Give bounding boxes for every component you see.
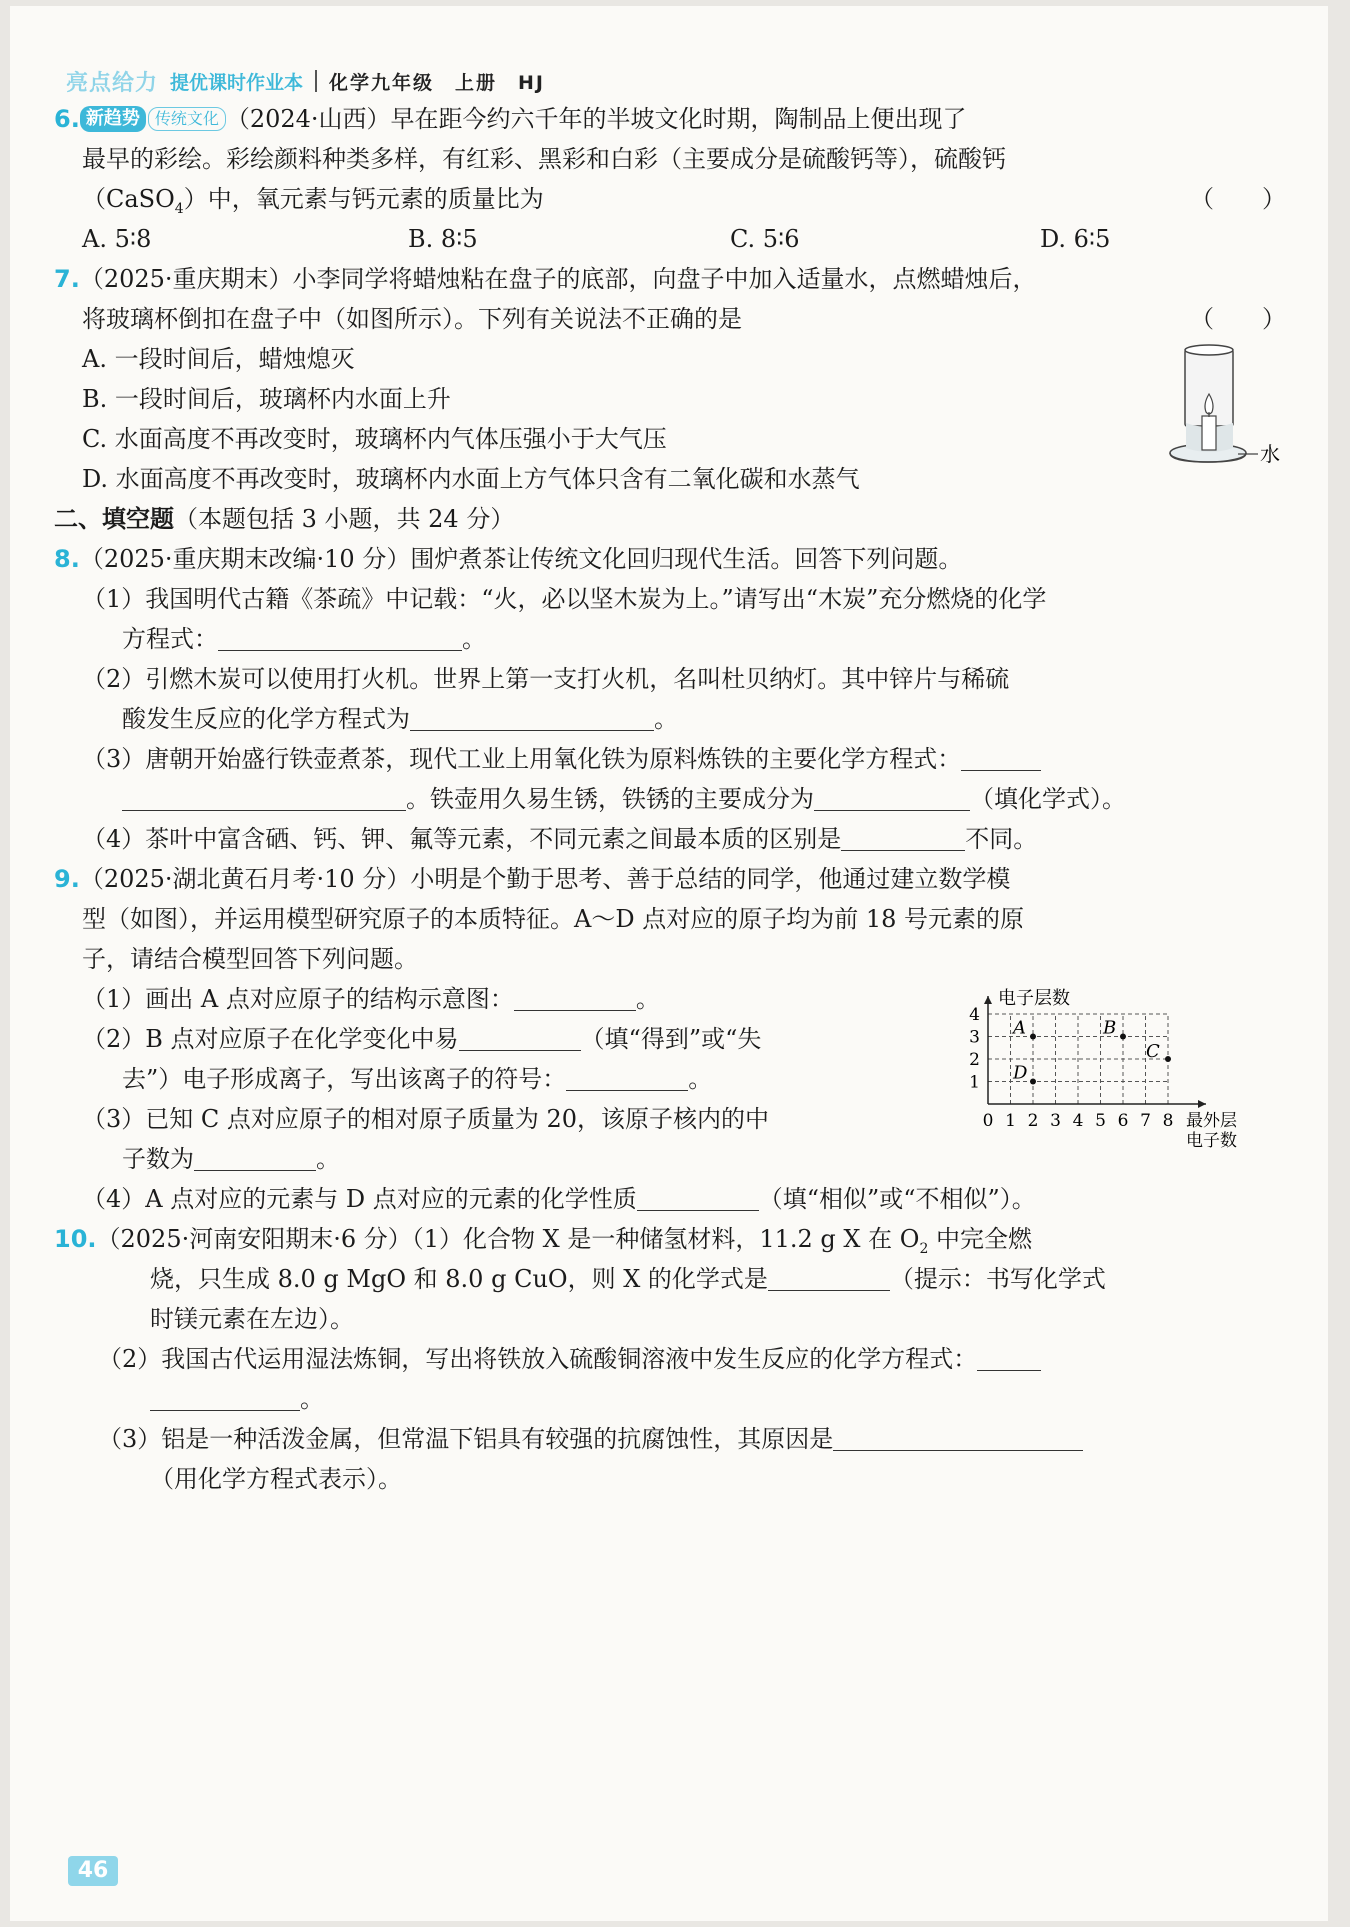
q10-number: 10. [54, 1225, 97, 1253]
q8-intro-text: （2025·重庆期末改编·10 分）围炉煮茶让传统文化回归现代生活。回答下列问题。 [79, 545, 963, 573]
series-title: 提优课时作业本 [170, 71, 304, 94]
q9-p2-line2 [122, 1062, 712, 1096]
q6-text-1: （2024·山西）早在距今约六千年的半坡文化时期，陶制品上便出现了 [225, 105, 967, 133]
q9-p1-blank[interactable] [514, 986, 636, 1011]
q7-option-b[interactable]: B. 一段时间后，玻璃杯内水面上升 [82, 385, 451, 413]
q10-p3-blank[interactable] [833, 1426, 1083, 1451]
q8-p4-text: （4）茶叶中富含硒、钙、钾、氟等元素，不同元素之间最本质的区别是 [82, 825, 842, 853]
q9-p4-blank[interactable] [637, 1186, 759, 1211]
q8-p2-line2 [122, 702, 678, 736]
q9-p3-blank[interactable] [194, 1146, 316, 1171]
q6-option-d[interactable]: D. 6∶5 [1040, 225, 1111, 253]
q7-option-c[interactable]: C. 水面高度不再改变时，玻璃杯内气体压强小于大气压 [82, 425, 667, 453]
q6-formula-start: （CaSO [82, 185, 175, 213]
q8-p3-blank-a[interactable] [961, 746, 1041, 771]
x-axis-label: 电子数 [1186, 1131, 1237, 1151]
q7-line2: 将玻璃杯倒扣在盘子中（如图所示）。下列有关说法不正确的是 [82, 305, 742, 333]
q9-p2-blank-a[interactable] [459, 1026, 581, 1051]
q10-p3-text: （3）铝是一种活泼金属，但常温下铝具有较强的抗腐蚀性，其原因是 [98, 1425, 834, 1453]
point-label-d: D [1013, 1062, 1028, 1084]
point-label-a: A [1013, 1017, 1026, 1039]
q9-number: 9. [54, 865, 80, 893]
q6-option-a[interactable]: A. 5∶8 [82, 225, 152, 253]
x-tick-label: 5 [1095, 1111, 1106, 1131]
q8-p3-blank-b[interactable] [122, 786, 406, 811]
y-axis-arrow [984, 996, 992, 1004]
q9-text-1: （2025·湖北黄石月考·10 分）小明是个勤于思考、善于总结的同学，他通过建立数学模 [79, 865, 1011, 893]
q8-p1-text: 方程式： [122, 625, 218, 653]
q8-p2-blank[interactable] [410, 706, 654, 731]
x-tick-label: 1 [1005, 1111, 1016, 1131]
point-label-c: C [1146, 1041, 1160, 1062]
q10-p2-blank-a[interactable] [977, 1346, 1041, 1371]
q8-p3-text-c: （填化学式）。 [970, 785, 1126, 813]
culture-tag: 传统文化 [148, 107, 226, 131]
q8-p3-blank-c[interactable] [814, 786, 970, 811]
q10-p2-line1 [98, 1342, 1041, 1376]
period: 。 [654, 705, 678, 733]
q10-p2-line2 [150, 1382, 324, 1416]
q6-option-c[interactable]: C. 5∶6 [730, 225, 800, 253]
q9-p1-text: （1）画出 A 点对应原子的结构示意图： [82, 985, 514, 1013]
q6-number: 6. [54, 105, 80, 133]
period: 。 [635, 985, 660, 1013]
q8-intro [54, 542, 962, 576]
q8-p1-line1: （1）我国明代古籍《茶疏》中记载：“火，必以坚木炭为上。”请写出“木炭”充分燃烧的化学 [82, 585, 1047, 613]
q7-number: 7. [54, 265, 80, 293]
q10-p2-text: （2）我国古代运用湿法炼铜，写出将铁放入硫酸铜溶液中发生反应的化学方程式： [98, 1345, 978, 1373]
q9-p2-text-b: （填“得到”或“失 [580, 1025, 762, 1053]
worksheet-page [10, 6, 1328, 1921]
section2-title: 二、填空题 [54, 505, 174, 533]
q8-p2-line1: （2）引燃木炭可以使用打火机。世界上第一支打火机，名叫杜贝纳灯。其中锌片与稀硫 [82, 665, 1010, 693]
data-point-a [1030, 1034, 1036, 1040]
q10-p1-blank[interactable] [768, 1266, 890, 1291]
q10-subscript: 2 [919, 1240, 929, 1257]
q9-p2-text: （2）B 点对应原子在化学变化中易 [82, 1025, 459, 1053]
q9-p1 [82, 982, 660, 1016]
q8-p3-line2 [122, 782, 1126, 816]
q10-p2-blank-b[interactable] [150, 1386, 300, 1411]
q6-subscript: 4 [174, 200, 184, 217]
water-label: 水 [1260, 442, 1280, 466]
page-number: 46 [68, 1856, 118, 1886]
q6-line2: 最早的彩绘。彩绘颜料种类多样，有红彩、黑彩和白彩（主要成分是硫酸钙等），硫酸钙 [82, 145, 1006, 173]
q7-option-d[interactable]: D. 水面高度不再改变时，玻璃杯内水面上方气体只含有二氧化碳和水蒸气 [82, 465, 860, 493]
x-axis-label: 最外层 [1186, 1111, 1237, 1131]
q7-answer-bracket[interactable]: （ ） [1190, 305, 1286, 333]
x-tick-label: 0 [982, 1111, 994, 1131]
period: 。 [688, 1065, 713, 1093]
q10-text-2: 烧，只生成 8.0 g MgO 和 8.0 g CuO，则 X 的化学式是 [150, 1265, 768, 1293]
q10-text-1b: 中完全燃 [928, 1225, 1033, 1253]
q10-line1 [54, 1222, 1032, 1266]
q8-p1-line2 [122, 622, 486, 656]
x-tick-label: 2 [1027, 1111, 1039, 1131]
brand-logo: 亮点给力 [66, 70, 159, 96]
point-label-b: B [1103, 1017, 1117, 1039]
q9-p2-blank-b[interactable] [566, 1066, 688, 1091]
section2-heading [54, 502, 514, 536]
data-point-d [1030, 1079, 1036, 1085]
period: 。 [462, 625, 486, 653]
x-tick-label: 7 [1140, 1111, 1151, 1131]
x-tick-label: 8 [1162, 1111, 1174, 1131]
q8-number: 8. [54, 545, 80, 573]
y-tick-label: 4 [969, 1005, 980, 1025]
x-tick-label: 4 [1072, 1111, 1084, 1131]
x-tick-label: 6 [1117, 1111, 1129, 1131]
q9-line3: 子，请结合模型回答下列问题。 [82, 945, 418, 973]
subject-title: 化学九年级 上册 HJ [329, 71, 546, 94]
q8-p4 [82, 822, 1037, 856]
x-tick-label: 3 [1050, 1111, 1061, 1131]
atom-model-chart [950, 964, 1280, 1174]
q6-text-3: ）中，氧元素与钙元素的质量比为 [183, 185, 544, 213]
q6-line1 [54, 102, 967, 136]
q10-p3-line2: （用化学方程式表示）。 [150, 1465, 402, 1493]
q9-line1 [54, 862, 1010, 896]
q7-option-a[interactable]: A. 一段时间后，蜡烛熄灭 [82, 345, 355, 373]
data-point-c [1165, 1056, 1171, 1062]
q8-p4-text-b: 不同。 [965, 825, 1038, 853]
period: 。 [316, 1145, 340, 1173]
q9-p4 [82, 1182, 1036, 1216]
q10-p3-line1 [98, 1422, 1083, 1456]
q8-p2-text: 酸发生反应的化学方程式为 [122, 705, 410, 733]
q6-option-b[interactable]: B. 8∶5 [408, 225, 478, 253]
q10-text-2b: （提示：书写化学式 [889, 1265, 1106, 1293]
section2-note: （本题包括 3 小题，共 24 分） [174, 505, 515, 533]
q8-p1-blank[interactable] [218, 626, 462, 651]
q7-line1 [54, 262, 1037, 296]
candle-cup-figure [1156, 336, 1280, 486]
q9-p3-text-b: 子数为 [122, 1145, 194, 1173]
x-axis-arrow [1198, 1100, 1206, 1108]
q9-p2-line1 [82, 1022, 761, 1056]
q8-p3-line1 [82, 742, 1041, 776]
q10-line3: 时镁元素在左边）。 [150, 1305, 354, 1333]
q9-line2: 型（如图），并运用模型研究原子的本质特征。A～D 点对应的原子均为前 18 号元素的原 [82, 905, 1024, 933]
header-divider [315, 70, 317, 92]
q9-p2-text-c: 去”）电子形成离子，写出该离子的符号： [122, 1065, 567, 1093]
page-header [66, 64, 545, 98]
q7-text-1: （2025·重庆期末）小李同学将蜡烛粘在盘子的底部，向盘子中加入适量水，点燃蜡烛后， [79, 265, 1037, 293]
q9-p4-text-b: （填“相似”或“不相似”）。 [758, 1185, 1036, 1213]
q9-p3-line1: （3）已知 C 点对应原子的相对原子质量为 20，该原子核内的中 [82, 1105, 770, 1133]
q6-answer-bracket[interactable]: （ ） [1190, 185, 1286, 213]
q8-p3-text: （3）唐朝开始盛行铁壶煮茶，现代工业上用氧化铁为原料炼铁的主要化学方程式： [82, 745, 962, 773]
q6-line3 [82, 182, 544, 226]
period: 。 [300, 1385, 324, 1413]
data-point-b [1120, 1034, 1126, 1040]
q10-line2 [150, 1262, 1106, 1296]
q10-text-1: （2025·河南安阳期末·6 分）（1）化合物 X 是一种储氢材料，11.2 g X 在 O [96, 1225, 920, 1253]
y-tick-label: 3 [969, 1027, 980, 1048]
q8-p4-blank[interactable] [841, 826, 965, 851]
q9-p3-line2 [122, 1142, 340, 1176]
y-tick-label: 1 [969, 1072, 980, 1093]
new-trend-tag: 新趋势 [80, 106, 146, 132]
q8-p3-text-b: 。铁壶用久易生锈，铁锈的主要成分为 [406, 785, 814, 813]
y-axis-label: 电子层数 [998, 988, 1070, 1009]
q9-p4-text: （4）A 点对应的元素与 D 点对应的元素的化学性质 [82, 1185, 637, 1213]
y-tick-label: 2 [969, 1050, 980, 1070]
